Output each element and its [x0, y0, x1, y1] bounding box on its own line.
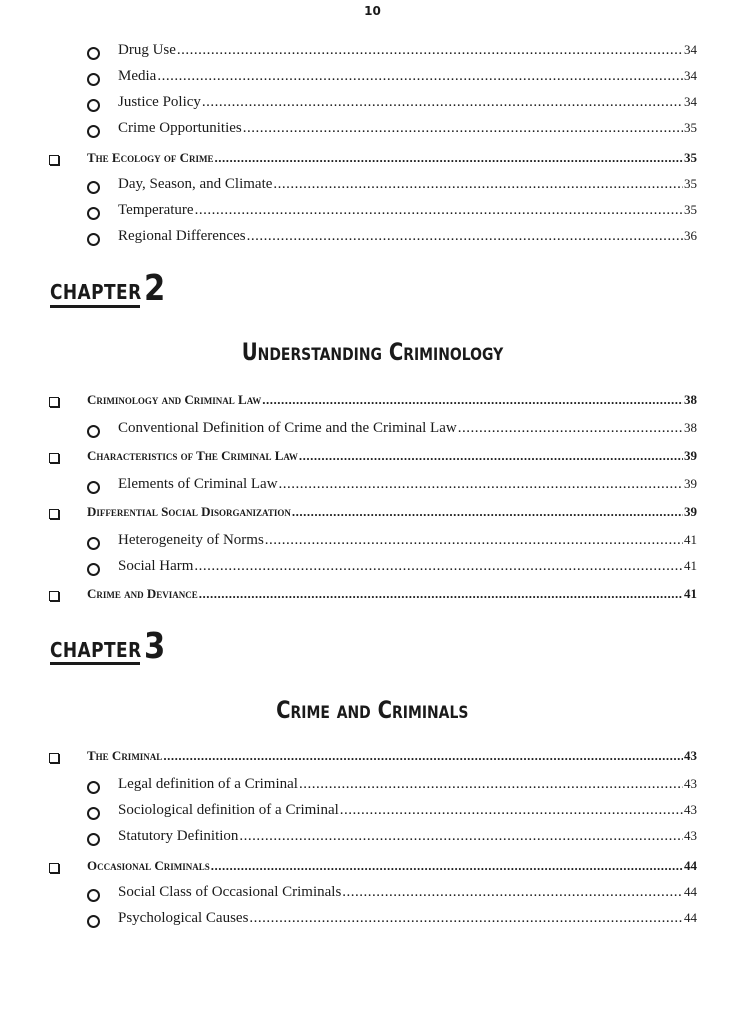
toc-section-entry[interactable]: Occasional Criminals ..... 44 — [0, 858, 745, 884]
circle-bullet-icon — [87, 99, 100, 112]
circle-bullet-icon — [87, 915, 100, 928]
toc-entry[interactable]: Sociological definition of a Criminal ..... 43 — [0, 802, 745, 828]
toc-section-entry[interactable]: Criminology and Criminal Law ..... 38 — [0, 392, 745, 418]
toc-entry[interactable]: Crime Opportunities ..... 35 — [0, 120, 745, 146]
circle-bullet-icon — [87, 481, 100, 494]
chapter-underline — [50, 305, 140, 308]
toc-section-entry[interactable]: The Ecology of Crime ..... 35 — [0, 150, 745, 176]
chapter-3-label: CHAPTER 3 — [50, 626, 166, 667]
toc-entry[interactable]: Legal definition of a Criminal ..... 43 — [0, 776, 745, 802]
square-bullet-icon — [49, 155, 59, 165]
circle-bullet-icon — [87, 73, 100, 86]
circle-bullet-icon — [87, 563, 100, 576]
toc-entry[interactable]: Temperature ..... 35 — [0, 202, 745, 228]
chapter-2-label: CHAPTER 2 — [50, 268, 166, 309]
square-bullet-icon — [49, 591, 59, 601]
toc-entry[interactable]: Social Class of Occasional Criminals ..... 44 — [0, 884, 745, 910]
circle-bullet-icon — [87, 807, 100, 820]
circle-bullet-icon — [87, 889, 100, 902]
page-number: 10 — [364, 4, 381, 18]
circle-bullet-icon — [87, 781, 100, 794]
toc-entry[interactable]: Day, Season, and Climate ..... 35 — [0, 176, 745, 202]
square-bullet-icon — [49, 753, 59, 763]
circle-bullet-icon — [87, 233, 100, 246]
toc-entry[interactable]: Regional Differences ..... 36 — [0, 228, 745, 254]
circle-bullet-icon — [87, 47, 100, 60]
circle-bullet-icon — [87, 125, 100, 138]
square-bullet-icon — [49, 863, 59, 873]
chapter-underline — [50, 662, 140, 665]
circle-bullet-icon — [87, 425, 100, 438]
toc-entry[interactable]: Drug Use ..... 34 — [0, 42, 745, 68]
toc-section-entry[interactable]: The Criminal ..... 43 — [0, 748, 745, 774]
toc-entry[interactable]: Media ..... 34 — [0, 68, 745, 94]
toc-continuation — [0, 42, 745, 254]
square-bullet-icon — [49, 453, 59, 463]
square-bullet-icon — [49, 397, 59, 407]
toc-section-entry[interactable]: Differential Social Disorganization ..... 39 — [0, 504, 745, 530]
toc-entry[interactable]: Social Harm ..... 41 — [0, 558, 745, 584]
chapter-2-toc — [0, 392, 745, 612]
toc-section-entry[interactable]: Crime and Deviance ..... 41 — [0, 586, 745, 612]
chapter-3-title: Crime and Criminals — [276, 696, 469, 724]
toc-entry[interactable]: Conventional Definition of Crime and the Criminal Law ..... 38 — [0, 420, 745, 446]
toc-entry[interactable]: Justice Policy ..... 34 — [0, 94, 745, 120]
circle-bullet-icon — [87, 207, 100, 220]
toc-entry[interactable]: Elements of Criminal Law ..... 39 — [0, 476, 745, 502]
chapter-2-title: Understanding Criminology — [241, 338, 504, 366]
toc-entry[interactable]: Psychological Causes ..... 44 — [0, 910, 745, 936]
chapter-3-toc — [0, 748, 745, 936]
toc-section-entry[interactable]: Characteristics of The Criminal Law ..... 39 — [0, 448, 745, 474]
circle-bullet-icon — [87, 833, 100, 846]
circle-bullet-icon — [87, 181, 100, 194]
toc-entry[interactable]: Heterogeneity of Norms ..... 41 — [0, 532, 745, 558]
circle-bullet-icon — [87, 537, 100, 550]
square-bullet-icon — [49, 509, 59, 519]
toc-entry[interactable]: Statutory Definition ..... 43 — [0, 828, 745, 854]
